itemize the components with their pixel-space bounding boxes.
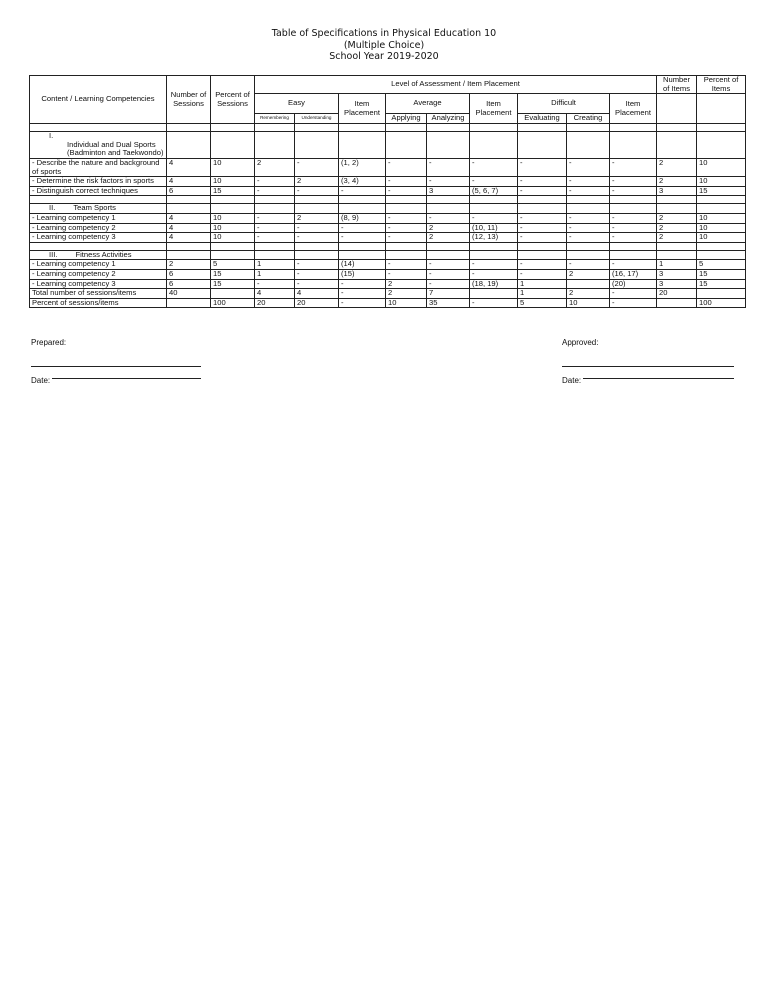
table-row <box>30 260 746 270</box>
empty-cell <box>30 242 167 250</box>
empty-cell <box>255 132 295 159</box>
empty-cell <box>386 250 427 260</box>
cell-applying: - <box>386 186 427 196</box>
header-num-sessions: Number of Sessions <box>167 76 211 124</box>
cell-remembering: - <box>255 213 295 223</box>
cell-num-sessions <box>167 298 211 308</box>
empty-cell <box>610 196 657 204</box>
header-applying: Applying <box>386 114 427 124</box>
cell-remembering: 2 <box>255 158 295 176</box>
cell-understanding: - <box>295 269 339 279</box>
cell-item-placement-easy: - <box>339 186 386 196</box>
cell-pct-sessions: 5 <box>211 260 255 270</box>
empty-cell <box>167 124 211 132</box>
cell-pct-items: 15 <box>697 279 746 289</box>
empty-cell <box>567 242 610 250</box>
empty-cell <box>339 242 386 250</box>
empty-cell <box>167 250 211 260</box>
cell-applying: - <box>386 233 427 243</box>
cell-understanding: - <box>295 223 339 233</box>
cell-item-placement-difficult: - <box>610 177 657 187</box>
empty-cell <box>427 204 470 214</box>
cell-applying: - <box>386 260 427 270</box>
cell-remembering: - <box>255 177 295 187</box>
section-numeral: II. <box>49 203 56 213</box>
prepared-label: Prepared: <box>31 338 67 347</box>
header-num-items-blank <box>657 94 697 124</box>
cell-analyzing: - <box>427 269 470 279</box>
approved-date-line <box>583 378 734 379</box>
table-row <box>30 158 746 176</box>
cell-applying: - <box>386 269 427 279</box>
cell-pct-sessions: 15 <box>211 269 255 279</box>
cell-analyzing: 35 <box>427 298 470 308</box>
cell-creating <box>567 279 610 289</box>
cell-pct-items: 10 <box>697 177 746 187</box>
cell-remembering: 4 <box>255 289 295 299</box>
cell-understanding: - <box>295 233 339 243</box>
table-row <box>30 279 746 289</box>
cell-analyzing: - <box>427 177 470 187</box>
header-item-placement-average: Item Placement <box>470 94 518 124</box>
empty-cell <box>697 250 746 260</box>
cell-understanding: 20 <box>295 298 339 308</box>
empty-cell <box>427 196 470 204</box>
empty-cell <box>697 196 746 204</box>
cell-creating: - <box>567 213 610 223</box>
cell-pct-sessions: 10 <box>211 177 255 187</box>
cell-num-sessions: 4 <box>167 213 211 223</box>
section-name: Team Sports <box>73 203 116 213</box>
section-name: Fitness Activities <box>75 250 132 259</box>
cell-num-items: 1 <box>657 260 697 270</box>
spacer-row <box>30 196 746 204</box>
cell-item-placement-difficult: - <box>610 213 657 223</box>
title-line-3: School Year 2019-2020 <box>329 51 439 62</box>
cell-applying: - <box>386 213 427 223</box>
empty-cell <box>697 204 746 214</box>
title-line-2: (Multiple Choice) <box>343 39 425 51</box>
empty-cell <box>167 196 211 204</box>
empty-cell <box>295 124 339 132</box>
header-evaluating: Evaluating <box>518 114 567 124</box>
cell-competency: Percent of sessions/items <box>30 298 167 308</box>
prepared-signature-line <box>31 366 201 367</box>
cell-remembering: 20 <box>255 298 295 308</box>
cell-item-placement-easy: (14) <box>339 260 386 270</box>
cell-num-items: 2 <box>657 158 697 176</box>
header-easy: Easy <box>255 94 339 114</box>
empty-cell <box>295 132 339 159</box>
cell-item-placement-difficult: - <box>610 233 657 243</box>
empty-cell <box>470 204 518 214</box>
empty-cell <box>518 204 567 214</box>
empty-cell <box>470 250 518 260</box>
empty-cell <box>255 204 295 214</box>
cell-analyzing: - <box>427 260 470 270</box>
cell-num-sessions: 6 <box>167 186 211 196</box>
header-analyzing: Analyzing <box>427 114 470 124</box>
cell-item-placement-difficult: - <box>610 260 657 270</box>
table-row <box>30 186 746 196</box>
header-difficult: Difficult <box>518 94 610 114</box>
title-line-1: Table of Specifications in Physical Education 10 <box>271 28 497 39</box>
cell-item-placement-easy: (15) <box>339 269 386 279</box>
empty-cell <box>295 204 339 214</box>
spacer-row <box>30 242 746 250</box>
empty-cell <box>657 204 697 214</box>
cell-analyzing: - <box>427 158 470 176</box>
cell-item-placement-average: - <box>470 269 518 279</box>
table-row <box>30 233 746 243</box>
cell-pct-sessions: 100 <box>211 298 255 308</box>
empty-cell <box>427 250 470 260</box>
empty-cell <box>30 196 167 204</box>
cell-evaluating: - <box>518 158 567 176</box>
approved-date-label: Date: <box>562 376 582 385</box>
empty-cell <box>657 132 697 159</box>
cell-applying: 10 <box>386 298 427 308</box>
empty-cell <box>386 242 427 250</box>
cell-creating: - <box>567 177 610 187</box>
section-numeral: I. <box>49 131 54 141</box>
cell-competency: - Describe the nature and background of sports <box>30 158 167 176</box>
section-row <box>30 250 746 260</box>
empty-cell <box>610 242 657 250</box>
cell-item-placement-difficult: - <box>610 298 657 308</box>
cell-creating: 2 <box>567 269 610 279</box>
header-remembering: Remembering <box>255 114 295 124</box>
cell-evaluating: - <box>518 223 567 233</box>
cell-pct-items: 5 <box>697 260 746 270</box>
cell-evaluating: - <box>518 260 567 270</box>
header-creating: Creating <box>567 114 610 124</box>
empty-cell <box>386 132 427 159</box>
cell-item-placement-difficult: (20) <box>610 279 657 289</box>
empty-cell <box>697 132 746 159</box>
empty-cell <box>386 124 427 132</box>
cell-item-placement-easy: (1, 2) <box>339 158 386 176</box>
cell-evaluating: - <box>518 177 567 187</box>
cell-pct-sessions: 10 <box>211 158 255 176</box>
empty-cell <box>211 124 255 132</box>
cell-item-placement-average: - <box>470 158 518 176</box>
empty-cell <box>295 242 339 250</box>
empty-cell <box>339 124 386 132</box>
total-row <box>30 289 746 299</box>
cell-understanding: - <box>295 279 339 289</box>
cell-pct-items: 10 <box>697 158 746 176</box>
cell-applying: 2 <box>386 289 427 299</box>
cell-num-items: 3 <box>657 269 697 279</box>
cell-pct-items: 10 <box>697 223 746 233</box>
cell-pct-sessions: 10 <box>211 233 255 243</box>
empty-cell <box>167 242 211 250</box>
cell-num-items: 2 <box>657 233 697 243</box>
cell-num-sessions: 6 <box>167 279 211 289</box>
cell-pct-items: 15 <box>697 186 746 196</box>
empty-cell <box>386 204 427 214</box>
empty-cell <box>211 250 255 260</box>
cell-num-items: 20 <box>657 289 697 299</box>
empty-cell <box>30 124 167 132</box>
table-row <box>30 269 746 279</box>
cell-item-placement-difficult: - <box>610 186 657 196</box>
cell-applying: - <box>386 223 427 233</box>
empty-cell <box>610 250 657 260</box>
empty-cell <box>470 124 518 132</box>
empty-cell <box>295 250 339 260</box>
table-of-specifications <box>29 75 746 308</box>
section-heading <box>30 132 167 159</box>
section-row <box>30 204 746 214</box>
empty-cell <box>567 204 610 214</box>
cell-remembering: 1 <box>255 269 295 279</box>
cell-num-items <box>657 298 697 308</box>
empty-cell <box>610 132 657 159</box>
cell-item-placement-average: (18, 19) <box>470 279 518 289</box>
section-heading <box>30 250 167 260</box>
cell-pct-items <box>697 289 746 299</box>
cell-applying: - <box>386 158 427 176</box>
cell-item-placement-easy: (3, 4) <box>339 177 386 187</box>
cell-competency: - Learning competency 2 <box>30 269 167 279</box>
cell-competency: - Determine the risk factors in sports <box>30 177 167 187</box>
cell-creating: - <box>567 186 610 196</box>
empty-cell <box>657 124 697 132</box>
empty-cell <box>470 242 518 250</box>
document-title <box>0 28 768 63</box>
cell-pct-items: 10 <box>697 233 746 243</box>
empty-cell <box>697 124 746 132</box>
empty-cell <box>255 250 295 260</box>
empty-cell <box>657 242 697 250</box>
cell-item-placement-average: (5, 6, 7) <box>470 186 518 196</box>
empty-cell <box>657 196 697 204</box>
cell-evaluating: - <box>518 233 567 243</box>
empty-cell <box>211 132 255 159</box>
cell-remembering: - <box>255 233 295 243</box>
cell-pct-sessions <box>211 289 255 299</box>
empty-cell <box>427 242 470 250</box>
cell-num-items: 2 <box>657 223 697 233</box>
cell-competency: - Learning competency 3 <box>30 279 167 289</box>
empty-cell <box>470 132 518 159</box>
cell-evaluating: 5 <box>518 298 567 308</box>
empty-cell <box>386 196 427 204</box>
cell-analyzing: 2 <box>427 233 470 243</box>
header-understanding: Understanding <box>295 114 339 124</box>
cell-num-sessions: 6 <box>167 269 211 279</box>
cell-creating: - <box>567 233 610 243</box>
cell-num-items: 2 <box>657 177 697 187</box>
header-level: Level of Assessment / Item Placement <box>255 76 657 94</box>
cell-num-items: 3 <box>657 186 697 196</box>
empty-cell <box>167 204 211 214</box>
cell-num-sessions: 2 <box>167 260 211 270</box>
empty-cell <box>211 242 255 250</box>
approved-signature-line <box>562 366 734 367</box>
cell-evaluating: - <box>518 186 567 196</box>
header-pct-sessions: Percent of Sessions <box>211 76 255 124</box>
cell-remembering: - <box>255 223 295 233</box>
cell-item-placement-easy: - <box>339 298 386 308</box>
empty-cell <box>255 196 295 204</box>
cell-item-placement-easy: (8, 9) <box>339 213 386 223</box>
cell-pct-sessions: 15 <box>211 186 255 196</box>
section-numeral: III. <box>49 250 58 259</box>
cell-item-placement-easy: - <box>339 223 386 233</box>
empty-cell <box>518 132 567 159</box>
cell-item-placement-average: - <box>470 213 518 223</box>
section-name: Individual and Dual Sports (Badminton and Taekwondo) <box>67 139 164 158</box>
cell-item-placement-difficult: - <box>610 223 657 233</box>
cell-num-sessions: 4 <box>167 223 211 233</box>
cell-creating: 2 <box>567 289 610 299</box>
cell-num-items: 2 <box>657 213 697 223</box>
empty-cell <box>427 132 470 159</box>
cell-item-placement-average: - <box>470 177 518 187</box>
header-num-items: Number of Items <box>657 76 697 94</box>
cell-item-placement-difficult: - <box>610 158 657 176</box>
cell-item-placement-average <box>470 289 518 299</box>
cell-understanding: - <box>295 260 339 270</box>
empty-cell <box>518 124 567 132</box>
empty-cell <box>295 196 339 204</box>
cell-understanding: - <box>295 186 339 196</box>
cell-item-placement-difficult: (16, 17) <box>610 269 657 279</box>
table-row <box>30 223 746 233</box>
header-item-placement-difficult: Item Placement <box>610 94 657 124</box>
header-pct-items: Percent of Items <box>697 76 746 94</box>
empty-cell <box>211 196 255 204</box>
cell-pct-items: 10 <box>697 213 746 223</box>
percent-row <box>30 298 746 308</box>
empty-cell <box>211 204 255 214</box>
cell-analyzing: - <box>427 213 470 223</box>
cell-competency: Total number of sessions/items <box>30 289 167 299</box>
cell-num-sessions: 4 <box>167 177 211 187</box>
spacer-row <box>30 124 746 132</box>
table-row <box>30 177 746 187</box>
empty-cell <box>610 124 657 132</box>
empty-cell <box>610 204 657 214</box>
cell-understanding: 4 <box>295 289 339 299</box>
cell-item-placement-difficult: - <box>610 289 657 299</box>
empty-cell <box>567 132 610 159</box>
empty-cell <box>567 124 610 132</box>
cell-pct-sessions: 15 <box>211 279 255 289</box>
empty-cell <box>255 242 295 250</box>
cell-item-placement-average: - <box>470 260 518 270</box>
cell-num-items: 3 <box>657 279 697 289</box>
cell-remembering: 1 <box>255 260 295 270</box>
prepared-date-label: Date: <box>31 376 51 385</box>
cell-evaluating: 1 <box>518 289 567 299</box>
empty-cell <box>567 196 610 204</box>
cell-creating: 10 <box>567 298 610 308</box>
empty-cell <box>697 242 746 250</box>
cell-analyzing: 3 <box>427 186 470 196</box>
prepared-date-line <box>52 378 201 379</box>
cell-item-placement-easy: - <box>339 289 386 299</box>
header-average: Average <box>386 94 470 114</box>
cell-num-sessions: 40 <box>167 289 211 299</box>
cell-num-sessions: 4 <box>167 158 211 176</box>
cell-item-placement-average: (12, 13) <box>470 233 518 243</box>
empty-cell <box>167 132 211 159</box>
cell-remembering: - <box>255 279 295 289</box>
cell-num-sessions: 4 <box>167 233 211 243</box>
empty-cell <box>518 196 567 204</box>
approved-label: Approved: <box>562 338 599 347</box>
cell-evaluating: - <box>518 269 567 279</box>
cell-analyzing: 7 <box>427 289 470 299</box>
cell-applying: 2 <box>386 279 427 289</box>
cell-pct-sessions: 10 <box>211 213 255 223</box>
cell-competency: - Learning competency 2 <box>30 223 167 233</box>
cell-item-placement-average: - <box>470 298 518 308</box>
empty-cell <box>518 250 567 260</box>
section-heading <box>30 204 167 214</box>
cell-understanding: 2 <box>295 177 339 187</box>
header-pct-items-blank <box>697 94 746 124</box>
header-content: Content / Learning Competencies <box>30 76 167 124</box>
empty-cell <box>339 250 386 260</box>
empty-cell <box>427 124 470 132</box>
cell-remembering: - <box>255 186 295 196</box>
table-row <box>30 213 746 223</box>
cell-creating: - <box>567 223 610 233</box>
header-item-placement-easy: Item Placement <box>339 94 386 124</box>
cell-competency: - Learning competency 1 <box>30 260 167 270</box>
cell-item-placement-average: (10, 11) <box>470 223 518 233</box>
cell-evaluating: 1 <box>518 279 567 289</box>
empty-cell <box>339 204 386 214</box>
cell-creating: - <box>567 158 610 176</box>
cell-applying: - <box>386 177 427 187</box>
cell-pct-items: 100 <box>697 298 746 308</box>
empty-cell <box>567 250 610 260</box>
empty-cell <box>339 132 386 159</box>
empty-cell <box>339 196 386 204</box>
cell-competency: - Learning competency 1 <box>30 213 167 223</box>
cell-evaluating: - <box>518 213 567 223</box>
cell-analyzing: 2 <box>427 223 470 233</box>
empty-cell <box>255 124 295 132</box>
cell-pct-items: 15 <box>697 269 746 279</box>
cell-creating: - <box>567 260 610 270</box>
cell-competency: - Learning competency 3 <box>30 233 167 243</box>
cell-understanding: - <box>295 158 339 176</box>
cell-competency: - Distinguish correct techniques <box>30 186 167 196</box>
section-row <box>30 132 746 159</box>
cell-understanding: 2 <box>295 213 339 223</box>
cell-item-placement-easy: - <box>339 233 386 243</box>
empty-cell <box>657 250 697 260</box>
cell-pct-sessions: 10 <box>211 223 255 233</box>
cell-item-placement-easy: - <box>339 279 386 289</box>
empty-cell <box>470 196 518 204</box>
empty-cell <box>518 242 567 250</box>
cell-analyzing: - <box>427 279 470 289</box>
